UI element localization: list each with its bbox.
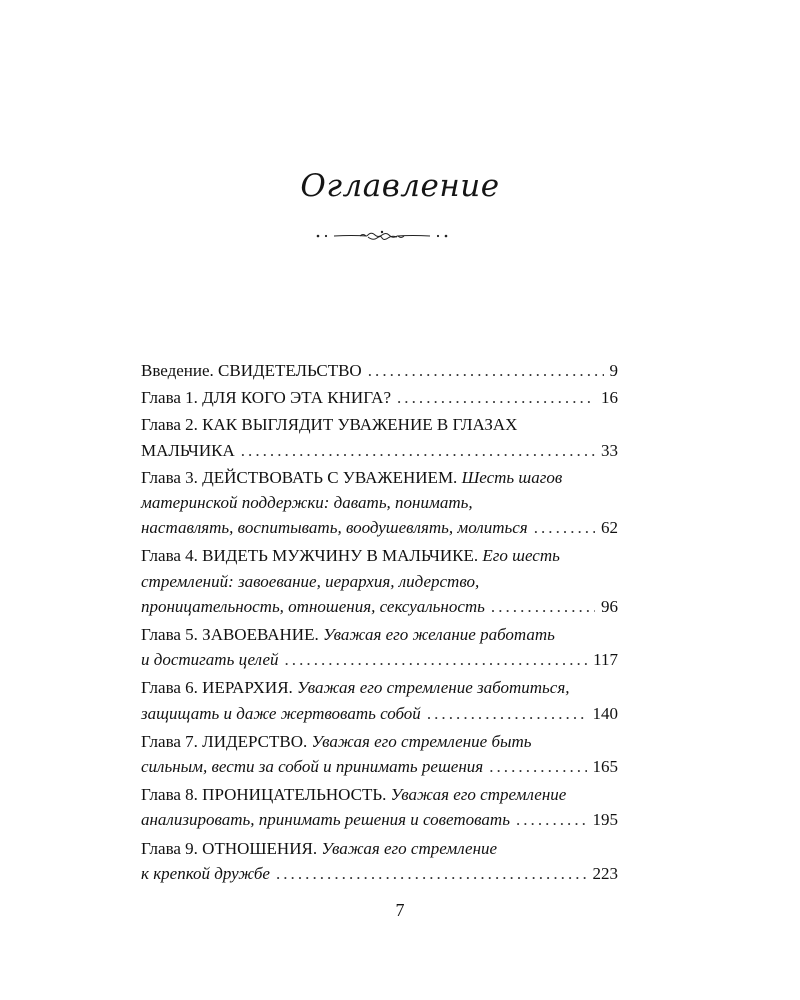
toc-entry-subtitle: анализировать, принимать решения и советовать <box>141 810 510 830</box>
ornament-divider-icon <box>312 226 452 246</box>
dot-leader <box>285 647 588 672</box>
toc-entry-heading: Глава 2. КАК ВЫГЛЯДИТ УВАЖЕНИЕ В ГЛАЗАХ <box>141 415 518 435</box>
toc-page-number: 195 <box>592 810 618 830</box>
toc-entry-last-line <box>141 515 618 540</box>
toc-page-number: 165 <box>592 757 618 777</box>
dot-leader <box>516 807 587 832</box>
dot-leader <box>534 515 595 540</box>
toc-entry-line <box>141 412 618 437</box>
toc-entry-heading: Глава 3. ДЕЙСТВОВАТЬ С УВАЖЕНИЕМ. <box>141 467 462 487</box>
toc-entry-subtitle: и достигать целей <box>141 650 279 670</box>
toc-entry-line <box>141 836 618 861</box>
toc-entry[interactable] <box>141 675 618 725</box>
toc-entry-last-line <box>141 701 618 726</box>
toc-page-number: 117 <box>593 650 618 670</box>
toc-entry-subtitle: наставлять, воспитывать, воодушевлять, молиться <box>141 518 528 538</box>
table-of-contents <box>141 358 618 886</box>
toc-entry-heading: МАЛЬЧИКА <box>141 440 235 460</box>
toc-entry-last-line <box>141 358 618 383</box>
toc-entry[interactable] <box>141 465 618 541</box>
dot-leader <box>427 701 587 726</box>
toc-entry-subtitle: защищать и даже жертвовать собой <box>141 703 421 723</box>
toc-entry-subtitle: Уважая его стремление быть <box>311 731 532 751</box>
toc-entry[interactable] <box>141 836 618 886</box>
toc-entry-last-line <box>141 647 618 672</box>
toc-page-number: 9 <box>609 361 618 380</box>
toc-entry-line <box>141 622 618 647</box>
toc-entry-subtitle: проницательность, отношения, сексуальность <box>141 596 485 616</box>
toc-entry-last-line <box>141 754 618 779</box>
dot-leader <box>241 438 595 463</box>
toc-entry[interactable] <box>141 782 618 832</box>
toc-entry-heading: Глава 6. ИЕРАРХИЯ. <box>141 678 298 698</box>
toc-entry-heading: Глава 9. ОТНОШЕНИЯ. <box>141 838 322 858</box>
toc-entry-line <box>141 465 618 490</box>
dot-leader <box>276 861 587 886</box>
dot-leader <box>489 754 586 779</box>
toc-entry-heading: Глава 4. ВИДЕТЬ МУЖЧИНУ В МАЛЬЧИКЕ. <box>141 546 483 566</box>
toc-page-number: 62 <box>601 518 618 538</box>
toc-entry-last-line <box>141 385 618 410</box>
toc-entry-heading: Введение. СВИДЕТЕЛЬСТВО <box>141 361 362 380</box>
toc-entry-heading: Глава 7. ЛИДЕРСТВО. <box>141 731 312 751</box>
toc-entry-subtitle: Уважая его стремление <box>321 838 498 858</box>
toc-entry[interactable] <box>141 385 618 410</box>
toc-page-number: 223 <box>592 863 618 883</box>
toc-page-number: 16 <box>601 388 618 408</box>
toc-entry[interactable] <box>141 412 618 462</box>
toc-entry-last-line <box>141 438 618 463</box>
page-number: 7 <box>395 900 405 920</box>
dot-leader <box>397 385 595 410</box>
dot-leader <box>491 594 595 619</box>
toc-entry-subtitle: к крепкой дружбе <box>141 863 270 883</box>
toc-entry-subtitle: Уважая его стремление <box>390 785 567 805</box>
toc-entry-subtitle: сильным, вести за собой и принимать решения <box>141 757 484 777</box>
toc-entry-subtitle: Уважая его стремление заботиться, <box>297 678 570 698</box>
toc-entry-subtitle: стремлений: завоевание, иерархия, лидерство, <box>141 571 480 591</box>
toc-page-number: 140 <box>592 703 618 723</box>
toc-entry-line <box>141 729 618 754</box>
toc-entry-heading: Глава 1. ДЛЯ КОГО ЭТА КНИГА? <box>141 388 391 408</box>
toc-entry[interactable] <box>141 543 618 619</box>
toc-entry-last-line <box>141 861 618 886</box>
toc-entry[interactable] <box>141 622 618 672</box>
toc-entry-line <box>141 490 618 515</box>
toc-entry-subtitle: Его шесть <box>482 546 560 566</box>
toc-entry[interactable] <box>141 729 618 779</box>
toc-entry-heading: Глава 5. ЗАВОЕВАНИЕ. <box>141 625 323 645</box>
page-title: Оглавление <box>300 168 500 204</box>
toc-entry-subtitle: Уважая его желание работать <box>322 625 555 645</box>
toc-entry-subtitle: Шесть шагов <box>461 467 563 487</box>
toc-entry-subtitle: материнской поддержки: давать, понимать, <box>141 493 473 513</box>
toc-entry-line <box>141 543 618 568</box>
toc-page-number: 96 <box>601 596 618 616</box>
toc-entry-line <box>141 569 618 594</box>
toc-entry-last-line <box>141 807 618 832</box>
toc-entry-heading: Глава 8. ПРОНИЦАТЕЛЬНОСТЬ. <box>141 785 391 805</box>
dot-leader <box>368 358 604 383</box>
toc-entry[interactable] <box>141 358 618 383</box>
toc-entry-last-line <box>141 594 618 619</box>
toc-entry-line <box>141 782 618 807</box>
toc-page-number: 33 <box>601 440 618 460</box>
toc-entry-line <box>141 675 618 700</box>
